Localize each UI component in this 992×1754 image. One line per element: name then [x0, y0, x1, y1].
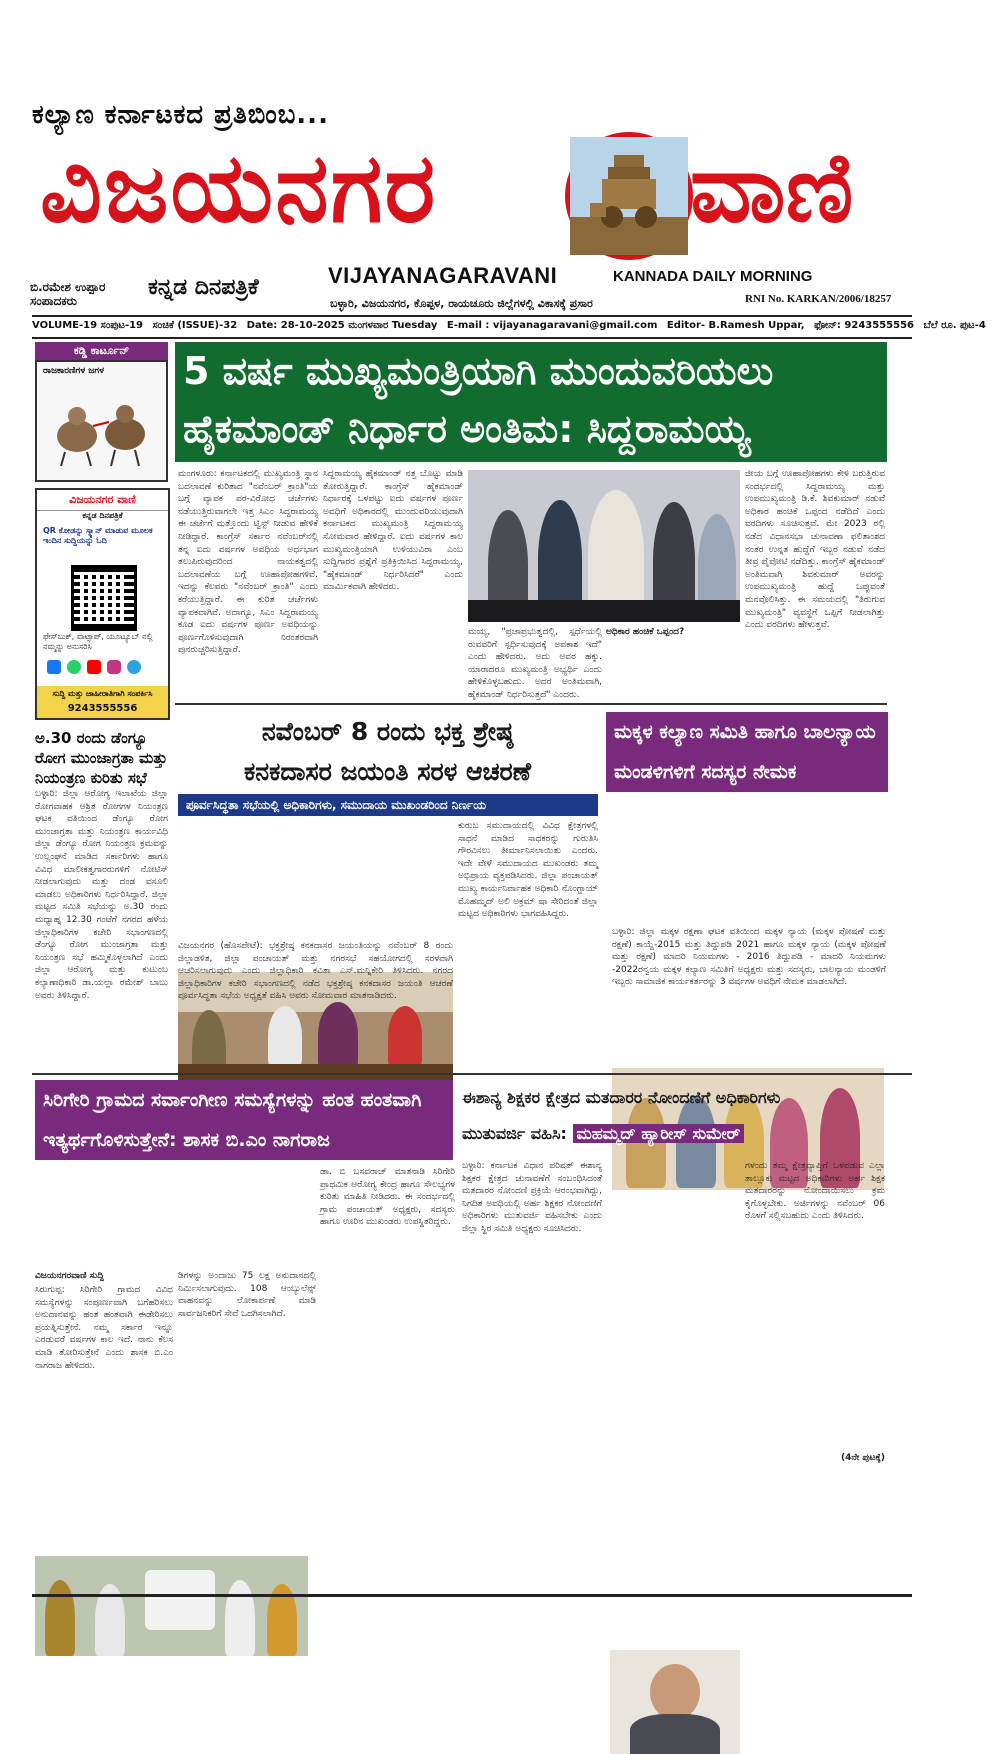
editor: Editor- B.Ramesh Uppar,: [666, 320, 805, 331]
ad-line1: QR ಕೋಡನ್ನು ಸ್ಕ್ಯಾನ್ ಮಾಡುವ ಮೂಲಕ ಇಂದಿನ ಸುದ್ದಿಯನ್ನು ಓದಿ: [43, 526, 153, 545]
continued-note: (4ನೇ ಪುಟಕ್ಕೆ): [840, 1453, 885, 1463]
sirigeri-headline: [35, 1080, 453, 1160]
ad-phone-label: ಸುದ್ದಿ ಮತ್ತು ಜಾಹೀರಾತಿಗಾಗಿ ಸಂಪರ್ಕಿಸಿ: [52, 689, 153, 698]
lead-col3: ಮಯ್ಯ, "ಪ್ರಜಾಪ್ರಭುತ್ವದಲ್ಲಿ, ಸ್ಪರ್ಧೆಯಲ್ಲಿ ರುವವರಿಗೆ ಸ್ಪರ್ಧಿಸುವುದಕ್ಕೆ ಅವಕಾಶ ಇದೆ" ಎಂದು ಹೇಳಿದರು. ಅದು ಅವರ ಹಕ್ಕು. ಯಾರಾದರೂ ಮುಖ್ಯಮಂತ್ರಿ ಅಭ್ಯರ್ಥಿ ಎಂದು ಹೇಳಿಕೊಳ್ಳಬಹುದು. ಅದರ ಅಂತಿಮವಾಗಿ, ಹೈಕಮಾಂಡ್ ನಿರ್ಧರಿಸುತ್ತದೆ" ಎಂದರು.: [468, 627, 602, 700]
lead-col2: ಸಿದ್ದರಾಮಯ್ಯ ಹೈಕಮಾಂಡ್ ನತ್ತ ಬೊಟ್ಟು ಮಾಡಿ ತೋರುತ್ತಿದ್ದಾರೆ. ಕಾಂಗ್ರೆಸ್ ಹೈಕಮಾಂಡ್ ನಿರ್ಧಾರಕ್ಕೆ ಒಳಪಟ್ಟು ಐದು ವರ್ಷಗಳ ಪೂರ್ಣ ಅವಧಿಗೆ ಅಧಿಕಾರದಲ್ಲಿ ಮುಂದುವರಿಯುವುದಾಗಿ ಕರ್ನಾಟಕದ ಮುಖ್ಯಮಂತ್ರಿ ಸಿದ್ದರಾಮಯ್ಯ ಸೋಮವಾರ ಹೇಳಿದ್ದಾರೆ. ಐದು ವರ್ಷಗಳ ಕಾಲ ಮುಖ್ಯಮಂತ್ರಿಯಾಗಿ ಉಳಿಯುವಿರಾ ಎಂಬ ಸುದ್ದಿಗಾರರ ಪ್ರಶ್ನೆಗೆ ಪ್ರತಿಕ್ರಿಯಿಸಿದ ಸಿದ್ದರಾಮಯ್ಯ, "ಹೈಕಮಾಂಡ್ ನಿರ್ಧರಿಸಿದರೆ" ಎಂದು ಮಾರ್ಮಿಕವಾಗಿ ಹೇಳಿದರು.: [323, 469, 463, 593]
ad-phone-block: [37, 686, 168, 718]
email[interactable]: E-mail : vijayanagaravani@gmail.com: [446, 320, 658, 331]
makkala-headline-line1: ಮಕ್ಕಳ ಕಲ್ಯಾಣ ಸಮಿತಿ ಹಾಗೂ ಬಾಲನ್ಯಾಯ: [614, 721, 876, 743]
divider: [32, 1073, 912, 1075]
editor-role: ಸಂಪಾದಕರು: [30, 294, 77, 308]
facebook-icon[interactable]: [47, 660, 61, 674]
kanakadasa-subhead: ಪೂರ್ವಸಿದ್ಧತಾ ಸಭೆಯಲ್ಲಿ ಅಧಿಕಾರಿಗಳು, ಸಮುದಾಯ ಮುಖಂಡರಿಂದ ನಿರ್ಣಯ: [178, 794, 598, 816]
election-body-left: ಬಳ್ಳಾರಿ: ಕರ್ನಾಟಕ ವಿಧಾನ ಪರಿಷತ್ ಈಶಾನ್ಯ ಶಿಕ್ಷಕರ ಕ್ಷೇತ್ರದ ಚುನಾವಣೆಗೆ ಸಂಬಂಧಿಸಿದಂತೆ ಮತದಾರರ ನೋಂದಣಿ ಪ್ರಕ್ರಿಯೆ ಆರಂಭವಾಗಿದ್ದು, ನಿಗದಿತ ಅವಧಿಯಲ್ಲಿ ಅರ್ಹ ಶಿಕ್ಷಕರ ನೋಂದಣಿಗೆ ಅಧಿಕಾರಿಗಳು ಮುತುವರ್ಜಿ ವಹಿಸಬೇಕು ಎಂದು ಜಿಲ್ಲಾ ಸ್ಥಿರ ಸಮಿತಿ ಅಧ್ಯಕ್ಷರು ಸೂಚಿಸಿದರು.: [462, 1161, 602, 1234]
youtube-icon[interactable]: [87, 660, 101, 674]
tagline: ಕಲ್ಯಾಣ ಕರ್ನಾಟಕದ ಪ್ರತಿಬಿಂಬ...: [32, 100, 329, 130]
sirigeri-body-mid: ಡಾ. ಬಿ ಬಸವರಾಜ್ ಮಾತನಾಡಿ ಸಿರಿಗೇರಿ ಪ್ರಾಥಮಿಕ ಆರೋಗ್ಯ ಕೇಂದ್ರ ಹಾಗೂ ಸೌಲಭ್ಯಗಳ ಕುರಿತು ಮಾಹಿತಿ ನೀಡಿದರು. ಈ ಸಂದರ್ಭದಲ್ಲಿ ಗ್ರಾಮ ಪಂಚಾಯತ್ ಅಧ್ಯಕ್ಷರು, ಸದಸ್ಯರು ಹಾಗೂ ಊರಿನ ಮುಖಂಡರು ಉಪಸ್ಥಿತರಿದ್ದರು.: [320, 1167, 455, 1228]
lead-photo: [468, 470, 740, 622]
kanakadasa-body-right: ಕುರುಬ ಸಮುದಾಯದಲ್ಲಿ ವಿವಿಧ ಕ್ಷೇತ್ರಗಳಲ್ಲಿ ಸಾಧನೆ ಮಾಡಿದ ಸಾಧಕರನ್ನು ಗುರುತಿಸಿ ಗೌರವಿಸಲು ತೀರ್ಮಾನಿಸಲಾಯಿತು ಎಂದರು. ಇದೇ ವೇಳೆ ಸಮುದಾಯದ ಮುಖಂಡರು ತಮ್ಮ ಅಭಿಪ್ರಾಯ ವ್ಯಕ್ತಪಡಿಸಿದರು. ಜಿಲ್ಲಾ ಪಂಚಾಯತ್ ಮುಖ್ಯ ಕಾರ್ಯನಿರ್ವಾಹಕ ಅಧಿಕಾರಿ ನೊಂಗ್ಜಾಯ್ ಮೊಹಮ್ಮದ್ ಅಲಿ ಅಕ್ರಮ್ ಷಾ ಸೇರಿದಂತೆ ಜಿಲ್ಲಾ ಮಟ್ಟದ ಅಧಿಕಾರಿಗಳು ಭಾಗವಹಿಸಿದ್ದರು.: [458, 821, 598, 920]
kanakadasa-headline-line2: ಕನಕದಾಸರ ಜಯಂತಿ ಸರಳ ಆಚರಣೆ: [244, 757, 531, 786]
date: Date: 28-10-2025 ಮಂಗಳವಾರ Tuesday: [246, 320, 438, 331]
circulation-note: ಬಳ್ಳಾರಿ, ವಿಜಯನಗರ, ಕೊಪ್ಪಳ, ರಾಯಚೂರು ಜಿಲ್ಲೆಗಳಲ್ಲಿ ವಿಕಾಸಕ್ಕೆ ಪ್ರಸಾರ: [330, 297, 593, 310]
info-bar: [32, 315, 986, 339]
lead-col1: ಮಂಗಳೂರು: ಕರ್ನಾಟಕದಲ್ಲಿ ಮುಖ್ಯಮಂತ್ರಿ ಸ್ಥಾನ ಬದಲಾವಣೆ ಕುರಿತಾದ "ನವೆಂಬರ್ ಕ್ರಾಂತಿ"ಯ ಬಗ್ಗೆ ವ್ಯಾಪಕ ಪರ-ವಿರೋಧ ಚರ್ಚೆಗಳು ನಡೆಯುತ್ತಿರುವಾಗಲೇ ಇತ್ತ ಸಿಎಂ ಸಿದ್ದರಾಮಯ್ಯ ಈ ಚರ್ಚೆಗೆ ಮತ್ತೊಂದು ಟ್ವಿಸ್ಟ್ ನೀಡುವ ಹೇಳಿಕೆ ನೀಡಿದ್ದಾರೆ. ಕಾಂಗ್ರೆಸ್ ಸರ್ಕಾರ ನವೆಂಬರ್‌ನಲ್ಲಿ ತನ್ನ ಐದು ವರ್ಷಗಳ ಅವಧಿಯ ಅರ್ಧಭಾಗ ತಲುಪಿರುವುದರಿಂದ ನಾಯಕತ್ವದಲ್ಲಿ ಬದಲಾವಣೆಯ ಬಗ್ಗೆ ಊಹಾಪೋಹಗಳಿವೆ. ಇದನ್ನು ಕೆಲವರು "ನವೆಂಬರ್ ಕ್ರಾಂತಿ" ಎಂದು ಕರೆಯುತ್ತಿದ್ದಾರೆ. ಈ ಕುರಿತ ಚರ್ಚೆಗಳು ವ್ಯಾಪಕವಾಗಿವೆ. ಅದಾಗ್ಯೂ, ಸಿಎಂ ಸಿದ್ದರಾಮಯ್ಯ ಕೂಡ ಐದು ವರ್ಷಗಳ ಪೂರ್ಣ ಅವಧಿಯನ್ನು ಪೂರ್ಣಗೊಳಿಸುವುದಾಗಿ ನಿರಂತರವಾಗಿ ಪುನರುಚ್ಚರಿಸುತ್ತಿದ್ದಾರೆ.: [178, 469, 318, 656]
dengue-body: ಬಳ್ಳಾರಿ: ಜಿಲ್ಲಾ ಆರೋಗ್ಯ ಇಲಾಖೆಯ ಜಿಲ್ಲಾ ರೋಗವಾಹಕ ಆಶ್ರಿತ ರೋಗಗಳ ನಿಯಂತ್ರಣ ಘಟಕ ವತಿಯಿಂದ ಡೆಂಗ್ಯೂ ರೋಗ ಮುಂಜಾಗ್ರತಾ ಮತ್ತು ನಿಯಂತ್ರಣ ಕಾರ್ಯವಿಧಿ ಜಿಲ್ಲಾ ಡೆಂಗ್ಯೂ ರೋಗ ನಿಯಂತ್ರಣ ಕ್ರಮವನ್ನು ಉಲ್ಲಂಘನೆ ಮಾಡಿದ ಸರ್ಕಾರಿಗಳು ಹಾಗೂ ವಿವಿಧ ಮಾಲೀಕತ್ವಗಾರರುಗಳಿಗೆ ನೋಟಿಸ್ ನೀಡಲಾಗುವುದು ಮತ್ತು ದಂಡ ವಸೂಲಿ ಮಾಡಲು ಅಧಿಕಾರಿಗಳು ನಿರ್ಧರಿಸಿದ್ದಾರೆ. ಜಿಲ್ಲಾ ಮಟ್ಟದ ಸಮಿತಿ ಸಭೆಯನ್ನು ಅ.30 ರಂದು ಮಧ್ಯಾಹ್ನ 12.30 ಗಂಟೆಗೆ ನಗರದ ಹಳೆಯ ಜಿಲ್ಲಾಧಿಕಾರಿಗಳ ಕಚೇರಿ ಸಭಾಂಗಣದಲ್ಲಿ ಡೆಂಗ್ಯೂ ರೋಗ ಮುಂಜಾಗ್ರತಾ ಮತ್ತು ನಿಯಂತ್ರಣ ಸಭೆ ಹಮ್ಮಿಕೊಳ್ಳಲಾಗಿದೆ ಎಂದು ಜಿಲ್ಲಾ ಆರೋಗ್ಯ ಮತ್ತು ಕುಟುಂಬ ಕಲ್ಯಾಣಾಧಿಕಾರಿ ಡಾ.ಯಲ್ಲಾ ರಮೇಶ್ ಬಾಬು ಅವರು ತಿಳಿಸಿದ್ದಾರೆ.: [35, 789, 168, 1001]
sirigeri-photo: [35, 1556, 308, 1656]
qr-code-icon[interactable]: [71, 565, 137, 631]
makkala-body: ಬಳ್ಳಾರಿ: ಜಿಲ್ಲಾ ಮಕ್ಕಳ ರಕ್ಷಣಾ ಘಟಕ ವತಿಯಿಂದ ಮಕ್ಕಳ ನ್ಯಾಯ (ಮಕ್ಕಳ ಪೋಷಣೆ ಮತ್ತು ರಕ್ಷಣೆ) ಕಾಯ್ದೆ-2015 ಮತ್ತು ತಿದ್ದುಪಡಿ 2021 ಹಾಗೂ ಮಕ್ಕಳ ನ್ಯಾಯ (ಮಕ್ಕಳ ಪೋಷಣೆ ಮತ್ತು ರಕ್ಷಣೆ) ಮಾದರಿ ನಿಯಮಗಳು - 2016 ತಿದ್ದುಪಡಿ - ಮಾದರಿ ನಿಯಮಗಳು -2022ರನ್ವಯ ಮಕ್ಕಳ ಕಲ್ಯಾಣ ಸಮಿತಿಗೆ ಅಧ್ಯಕ್ಷರು ಮತ್ತು ಸದಸ್ಯರು, ಬಾಲನ್ಯಾಯ ಮಂಡಳಿಗೆ ಇಬ್ಬರು ಸಾಮಾಜಿಕ ಕಾರ್ಯಕರ್ತರನ್ನು 3 ವರ್ಷಗಳ ಅವಧಿಗೆ ನೇಮಕ ಮಾಡಲಾಗಿದೆ.: [612, 927, 886, 988]
volume: VOLUME-19 ಸಂಪುಟ-19: [32, 320, 144, 331]
brand-english: VIJAYANAGARAVANI: [328, 263, 558, 288]
telegram-icon[interactable]: [127, 660, 141, 674]
left-sidebar: [35, 342, 168, 1067]
instagram-icon[interactable]: [107, 660, 121, 674]
lead-headline-line1: 5 ವರ್ಷ ಮುಖ್ಯಮಂತ್ರಿಯಾಗಿ ಮುಂದುವರಿಯಲು: [183, 349, 774, 393]
ad-sub: ಕನ್ನಡ ದಿನಪತ್ರಿಕೆ: [82, 511, 123, 520]
editor-name: ಬಿ.ರಮೇಶ ಉಪ್ಪಾರ: [30, 280, 106, 294]
phone: ಫೋನ್: 9243555556: [814, 320, 914, 331]
daily-kannada-label: ಕನ್ನಡ ದಿನಪತ್ರಿಕೆ: [148, 275, 259, 300]
lead-col4: ಜೀಯ ಬಗ್ಗೆ ಊಹಾಪೋಹಗಳು ಕೇಳಿ ಬರುತ್ತಿರುವ ಸಂದರ್ಭದಲ್ಲಿ ಸಿದ್ದರಾಮಯ್ಯ ಮತ್ತು ಉಪಮುಖ್ಯಮಂತ್ರಿ ಡಿ.ಕೆ. ಶಿವಕುಮಾರ್ ನಡುವೆ ಅಧಿಕಾರ ಹಂಚಿಕೆ ಒಪ್ಪಂದ ನಡೆದಿದೆ ಎಂದು ವರದಿಗಳು ಸೂಚಿಸುತ್ತವೆ. ಮೇ 2023 ರಲ್ಲಿ ನಡೆದ ವಿಧಾನಸಭಾ ಚುನಾವಣಾ ಫಲಿತಾಂಶದ ನಂತರ ಉನ್ನತ ಹುದ್ದೆಗೆ ಇಬ್ಬರ ನಡುವೆ ನಡೆದ ತೀವ್ರ ಪೈಪೋಟಿ ನಡೆದಿತ್ತು. ಕಾಂಗ್ರೆಸ್ ಹೈಕಮಾಂಡ್ ಅಂತಿಮವಾಗಿ ಶಿವಕುಮಾರ್ ಅವರನ್ನು ಉಪಮುಖ್ಯಮಂತ್ರಿ ಹುದ್ದೆ ಒಪ್ಪುವಂತೆ ಮನವೊಲಿಸಿತ್ತು. ಈ ಸಮಯದಲ್ಲಿ "ತಿರುಗುವ ಮುಖ್ಯಮಂತ್ರಿ" ವ್ಯವಸ್ಥೆಗೆ ಒಪ್ಪಿಗೆ ನೀಡಲಾಗಿತ್ತು ಎಂದು ವರದಿಗಳು ಹೇಳುತ್ತವೆ.: [745, 469, 885, 631]
election-headline: [462, 1080, 888, 1152]
kanakadasa-headline-line1: ನವೆಂಬರ್ 8 ರಂದು ಭಕ್ತ ಶ್ರೇಷ್ಠ: [261, 717, 514, 746]
ad-phone-number: 9243555556: [67, 703, 138, 714]
sirigeri-headline-line1: ಸಿರಿಗೇರಿ ಗ್ರಾಮದ ಸರ್ವಾಂಗೀಣ ಸಮಸ್ಯೆಗಳನ್ನು ಹಂತ ಹಂತವಾಗಿ: [43, 1089, 422, 1111]
ad-brand: ವಿಜಯನಗರ ವಾಣಿ: [37, 490, 168, 511]
sirigeri-byline: ವಿಜಯನಗರವಾಣಿ ಸುದ್ದಿ: [35, 1271, 104, 1281]
kanakadasa-body-left: ವಿಜಯನಗರ (ಹೊಸಪೇಟೆ): ಭಕ್ತಶ್ರೇಷ್ಠ ಕನಕದಾಸರ ಜಯಂತಿಯನ್ನು ನವೆಂಬರ್ 8 ರಂದು ಜಿಲ್ಲಾಡಳಿತ, ಜಿಲ್ಲಾ ಪಂಚಾಯತ್ ಮತ್ತು ನಗರಸಭೆ ಸಹಯೋಗದಲ್ಲಿ ಸರಳವಾಗಿ ಆಚರಿಸಲಾಗುವುದು ಎಂದು ಜಿಲ್ಲಾಧಿಕಾರಿ ಕವಿತಾ ಎಸ್.ಮನ್ನಿಕೇರಿ ತಿಳಿಸಿದರು. ನಗರದ ಜಿಲ್ಲಾಧಿಕಾರಿಗಳ ಕಚೇರಿ ಸಭಾಂಗಣದಲ್ಲಿ ನಡೆದ ಭಕ್ತಶ್ರೇಷ್ಠ ಕನಕದಾಸರ ಜಯಂತಿ ಆಚರಣೆ ಪೂರ್ವಸಿದ್ಧತಾ ಸಭೆಯ ಅಧ್ಯಕ್ಷತೆ ವಹಿಸಿ ಅವರು ಸೋಮವಾರ ಮಾತನಾಡಿದರು.: [178, 941, 453, 1002]
kanakadasa-headline: [175, 712, 600, 792]
lead-headline-line2: ಹೈಕಮಾಂಡ್ ನಿರ್ಧಾರ ಅಂತಿಮ: ಸಿದ್ದರಾಮಯ್ಯ: [183, 407, 751, 451]
brand-subtitle: KANNADA DAILY MORNING: [613, 268, 813, 285]
subscription-ad: [35, 488, 170, 720]
whatsapp-icon[interactable]: [67, 660, 81, 674]
issue: ಸಂಚಿಕೆ (ISSUE)-32: [152, 320, 238, 331]
rni-number: RNI No. KARKAN/2006/18257: [745, 293, 892, 305]
sirigeri-body-right: ಡಿಗಳನ್ನು ಅಂದಾಜು 75 ಲಕ್ಷ ಅನುದಾನದಲ್ಲಿ ನಿರ್ಮಿಸಲಾಗುವುದು. 108 ಆಂಬ್ಯುಲೆನ್ಸ್ ವಾಹನವನ್ನು ಲೋಕಾರ್ಪಣೆ ಮಾಡಿ ಸಾರ್ವಜನಿಕರಿಗೆ ಸೇವೆ ಒದಗಿಸಲಾಗಿದೆ.: [178, 1271, 316, 1319]
election-portrait: [610, 1650, 740, 1754]
dengue-headline: ಅ.30 ರಂದು ಡೆಂಗ್ಯೂ ರೋಗ ಮುಂಜಾಗ್ರತಾ ಮತ್ತು ನಿಯಂತ್ರಣ ಕುರಿತು ಸಭೆ: [35, 729, 168, 787]
masthead-title-right: ವಾಣಿ: [690, 131, 854, 244]
cartoon-caption: ರಾಜಕಾರಣಿಗಳ ಜಗಳ: [43, 366, 105, 376]
editor-credit: [30, 280, 105, 308]
social-icons: [47, 660, 141, 674]
lead-headline: [175, 342, 887, 462]
makkala-headline: [606, 712, 888, 792]
masthead-title-left: ವಿಜಯನಗರ: [40, 131, 438, 244]
sirigeri-body-left: ಸಿರುಗುಪ್ಪ: ಸಿರಿಗೇರಿ ಗ್ರಾಮದ ವಿವಿಧ ಸಮಸ್ಯೆಗಳನ್ನು ಸಂಪೂರ್ಣವಾಗಿ ಬಗೆಹರಿಸಲು ಅನುದಾನವನ್ನು ಹಂತ ಹಂತವಾಗಿ ಈಡೇರಿಸಲು ಪ್ರಯತ್ನಿಸುತ್ತೇನೆ. ನಮ್ಮ ಸರ್ಕಾರ ಇನ್ನೂ ಎರಡುವರೆ ವರ್ಷಗಳ ಕಾಲ ಇದೆ. ನಾನು ಕೆಲಸ ಮಾಡಿ ತೋರಿಸುತ್ತೇನೆ ಎಂದು ಶಾಸಕ ಬಿ.ಎಂ ನಾಗರಾಜ ಹೇಳಿದರು.: [35, 1285, 173, 1371]
election-headline-line2b: ಮಹಮ್ಮದ್ ಹ್ಯಾರೀಸ್ ಸುಮೇರ್: [573, 1124, 745, 1143]
footer-rule: [32, 1594, 912, 1597]
election-headline-line2a: ಮುತುವರ್ಜಿ ವಹಿಸಿ:: [462, 1124, 567, 1143]
election-body-right: ಗಳಂದು ತಮ್ಮ ಕ್ಷೇತ್ರವ್ಯಾಪ್ತಿಗೆ ಒಳಪಡುವ ಎಲ್ಲಾ ತಾಲ್ಲೂಕು ಮಟ್ಟದ ಅಧಿಕಾರಿಗಳು ಅರ್ಹ ಶಿಕ್ಷಕ ಮತದಾರರನ್ನು ನೋಂದಾಯಿಸಲು ಕ್ರಮ ಕೈಗೊಳ್ಳಬೇಕು. ಅರ್ಜಿಗಳನ್ನು ನವೆಂಬರ್ 06 ರೊಳಗೆ ಸಲ್ಲಿಸಬಹುದು ಎಂದು ತಿಳಿಸಿದರು.: [745, 1161, 885, 1222]
cartoon-title: ಕಡ್ಡಿ ಕಾರ್ಟೂನ್: [35, 342, 168, 360]
cartoon-drawing-icon: [47, 386, 157, 474]
price: ಬೆಲೆ ರೂ. ಪುಟ-4: [923, 320, 986, 331]
sirigeri-headline-line2: ಇತ್ಯರ್ಥಗೊಳಿಸುತ್ತೇನೆ: ಶಾಸಕ ಬಿ.ಎಂ ನಾಗರಾಜ: [43, 1129, 330, 1151]
divider: [175, 703, 887, 705]
cartoon: [35, 360, 168, 482]
lead-col3-subhead: ಅಧಿಕಾರ ಹಂಚಿಕೆ ಒಪ್ಪಂದ?: [606, 627, 685, 637]
hampi-chariot-logo-icon: [565, 132, 693, 260]
election-headline-line1: ಈಶಾನ್ಯ ಶಿಕ್ಷಕರ ಕ್ಷೇತ್ರದ ಮತದಾರರ ನೋಂದಣಿಗೆ ಅಧಿಕಾರಿಗಳು: [462, 1088, 781, 1107]
ad-line2: ಫೇಸ್‌ಬುಕ್, ವಾಟ್ಸಾಪ್, ಯೂಟ್ಯೂಬ್ ನಲ್ಲಿ ನಮ್ಮನ್ನು ಅನುಸರಿಸಿ: [43, 632, 153, 651]
makkala-headline-line2: ಮಂಡಳಿಗಳಿಗೆ ಸದಸ್ಯರ ನೇಮಕ: [614, 761, 797, 783]
